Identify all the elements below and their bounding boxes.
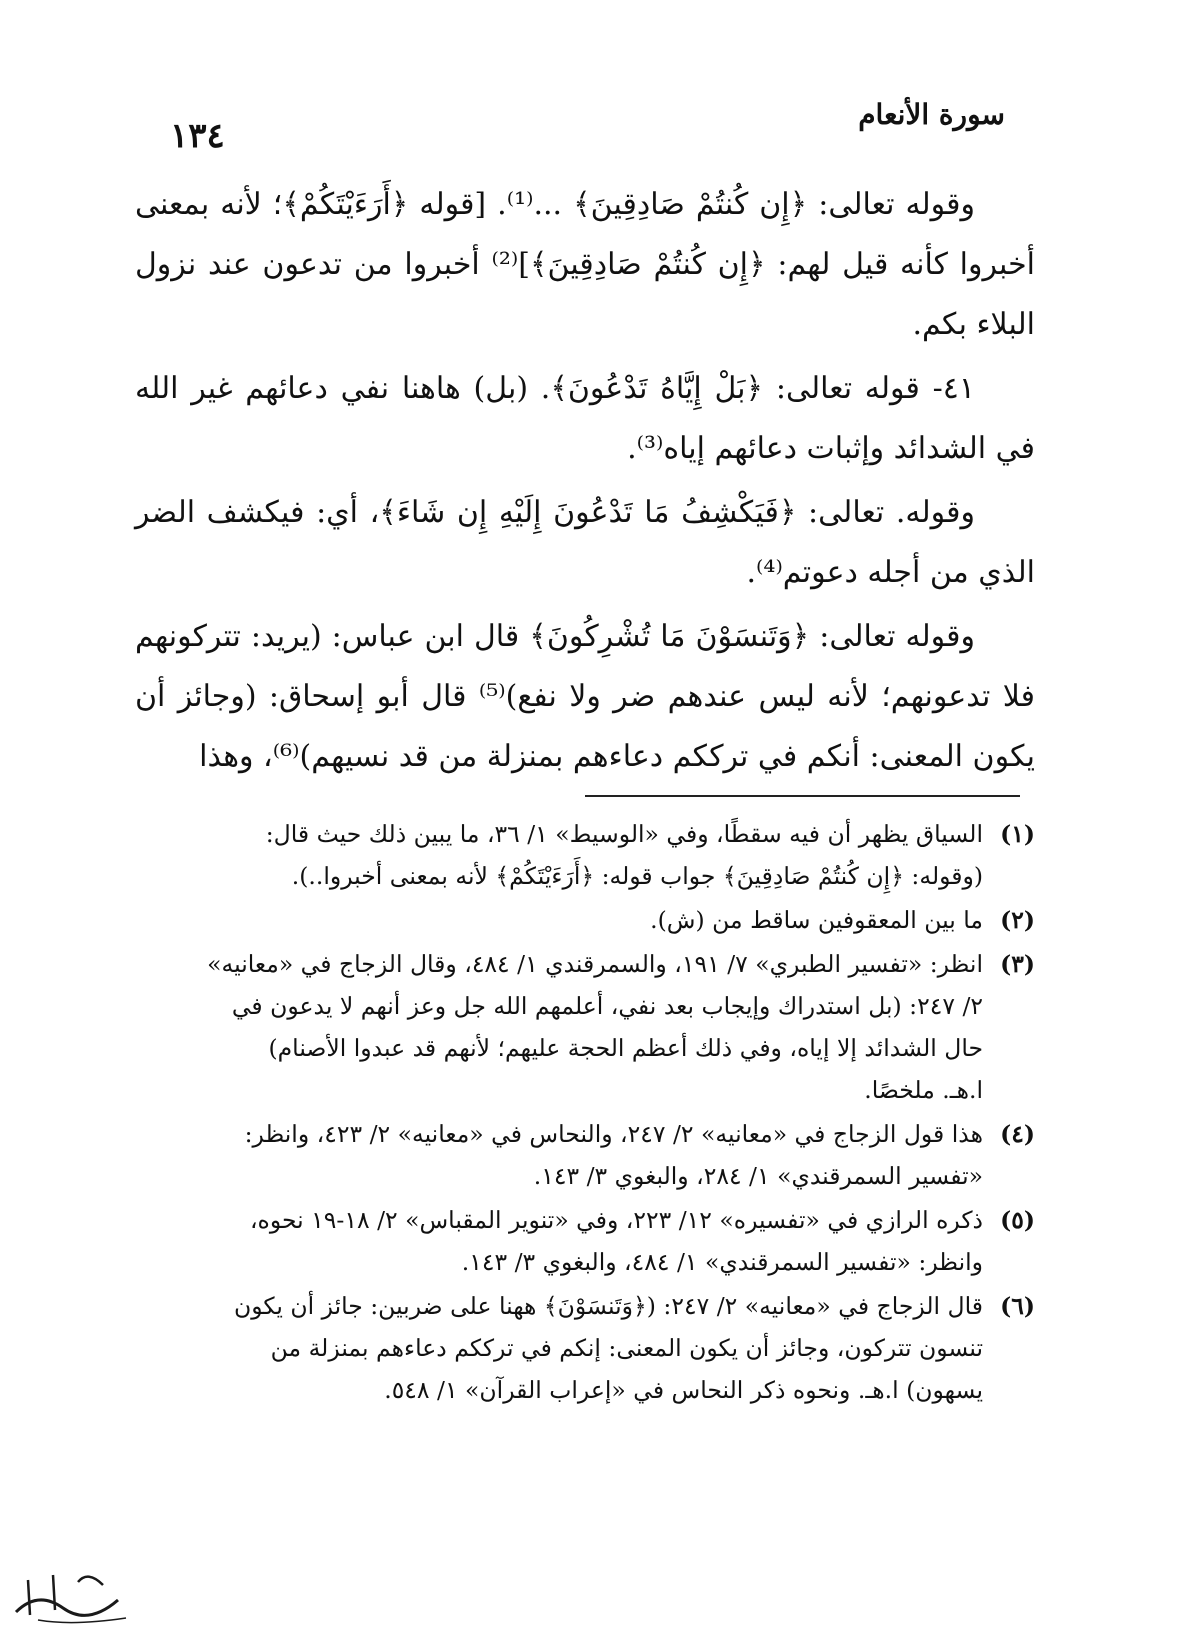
footnote-line: (وقوله: ﴿إِن كُنتُمْ صَادِقِينَ﴾ جواب قوله: ﴿أَرَءَيْتَكُمْ﴾ لأنه بمعنى أخبروا..). bbox=[291, 862, 983, 890]
footnote-separator bbox=[585, 795, 1020, 797]
watermark-logo bbox=[8, 1560, 138, 1630]
footnote-number: (٢) bbox=[1000, 906, 1035, 934]
footnote-line: ٢/ ٢٤٧: (بل استدراك وإيجاب بعد نفي، أعلمهم الله جل وعز أنهم لا يدعون في bbox=[231, 992, 983, 1020]
footnote-text bbox=[135, 1199, 983, 1283]
footnote-number: (٥) bbox=[1000, 1206, 1035, 1234]
footnote-line: السياق يظهر أن فيه سقطًا، وفي «الوسيط» ١/ ٣٦، ما يبين ذلك حيث قال: bbox=[265, 820, 983, 848]
footnote bbox=[135, 1199, 1035, 1283]
paragraph: وقوله تعالى: ﴿إِن كُنتُمْ صَادِقِينَ﴾ ...⁽¹⁾. [قوله ﴿أَرَءَيْتَكُمْ﴾؛ لأنه بمعنى أخبروا كأنه قيل لهم: ﴿إِن كُنتُمْ صَادِقِينَ﴾]⁽²⁾ أخبروا من تدعون عند نزول البلاء بكم. bbox=[135, 187, 1035, 342]
footnote-line: حال الشدائد إلا إياه، وفي ذلك أعظم الحجة عليهم؛ لأنهم قد عبدوا الأصنام) bbox=[268, 1034, 983, 1062]
main-text bbox=[135, 175, 1035, 787]
footnote-line: ا.هـ. ملخصًا. bbox=[864, 1076, 983, 1104]
footnote-text bbox=[135, 899, 983, 941]
footnote-line: تنسون تتركون، وجائز أن يكون المعنى: إنكم في ترككم دعاءهم بمنزلة من bbox=[270, 1334, 983, 1362]
footnote bbox=[135, 943, 1035, 1111]
surah-title: سورة الأنعام bbox=[858, 98, 1005, 131]
footnote bbox=[135, 899, 1035, 941]
footnote bbox=[135, 1113, 1035, 1197]
footnote-line: يسهون) ا.هـ. ونحوه ذكر النحاس في «إعراب القرآن» ١/ ٥٤٨. bbox=[384, 1376, 983, 1404]
footnote-line: ما بين المعقوفين ساقط من (ش). bbox=[650, 906, 983, 934]
footnote-text bbox=[135, 813, 983, 897]
footnotes bbox=[135, 813, 1035, 1411]
paragraph: وقوله تعالى: ﴿وَتَنسَوْنَ مَا تُشْرِكُونَ﴾ قال ابن عباس: (يريد: تتركونهم فلا تدعونهم؛ لأنه ليس عندهم ضر ولا نفع)⁽⁵⁾ قال أبو إسحاق: (وجائز أن يكون المعنى: أنكم في ترككم دعاءهم بمنزلة من قد نسيهم)⁽⁶⁾، وهذا bbox=[135, 619, 1035, 774]
logo-stroke bbox=[38, 1618, 126, 1623]
footnote-number: (٦) bbox=[1000, 1292, 1035, 1320]
footnote bbox=[135, 1285, 1035, 1411]
paragraph: وقوله. تعالى: ﴿فَيَكْشِفُ مَا تَدْعُونَ إِلَيْهِ إِن شَاءَ﴾، أي: فيكشف الضر الذي من أجله دعوتم⁽⁴⁾. bbox=[135, 495, 1035, 590]
footnote-number: (٣) bbox=[1000, 950, 1035, 978]
paragraph: ٤١- قوله تعالى: ﴿بَلْ إِيَّاهُ تَدْعُونَ﴾. (بل) هاهنا نفي دعائهم غير الله في الشدائد وإثبات دعائهم إياه⁽³⁾. bbox=[135, 371, 1035, 466]
footnote-number: (٤) bbox=[1000, 1120, 1035, 1148]
footnote-text bbox=[135, 943, 983, 1111]
footnote-line: انظر: «تفسير الطبري» ٧/ ١٩١، والسمرقندي ١/ ٤٨٤، وقال الزجاج في «معانيه» bbox=[207, 950, 983, 978]
footnote-text bbox=[135, 1285, 983, 1411]
footnote-line: قال الزجاج في «معانيه» ٢/ ٢٤٧: (﴿وَتَنسَوْنَ﴾ ههنا على ضربين: جائز أن يكون bbox=[233, 1292, 983, 1320]
footnote-line: وانظر: «تفسير السمرقندي» ١/ ٤٨٤، والبغوي ٣/ ١٤٣. bbox=[461, 1248, 983, 1276]
footnote-line: هذا قول الزجاج في «معانيه» ٢/ ٢٤٧، والنحاس في «معانيه» ٢/ ٤٢٣، وانظر: bbox=[244, 1120, 983, 1148]
footnote-line: «تفسير السمرقندي» ١/ ٢٨٤، والبغوي ٣/ ١٤٣. bbox=[533, 1162, 983, 1190]
page-header bbox=[170, 98, 1005, 156]
footnote bbox=[135, 813, 1035, 897]
page-number: ١٣٤ bbox=[170, 116, 225, 156]
logo-stroke bbox=[16, 1600, 118, 1615]
footnote-text bbox=[135, 1113, 983, 1197]
footnote-number: (١) bbox=[1000, 820, 1035, 848]
footnote-line: ذكره الرازي في «تفسيره» ١٢/ ٢٢٣، وفي «تنوير المقباس» ٢/ ١٨-١٩ نحوه، bbox=[249, 1206, 983, 1234]
